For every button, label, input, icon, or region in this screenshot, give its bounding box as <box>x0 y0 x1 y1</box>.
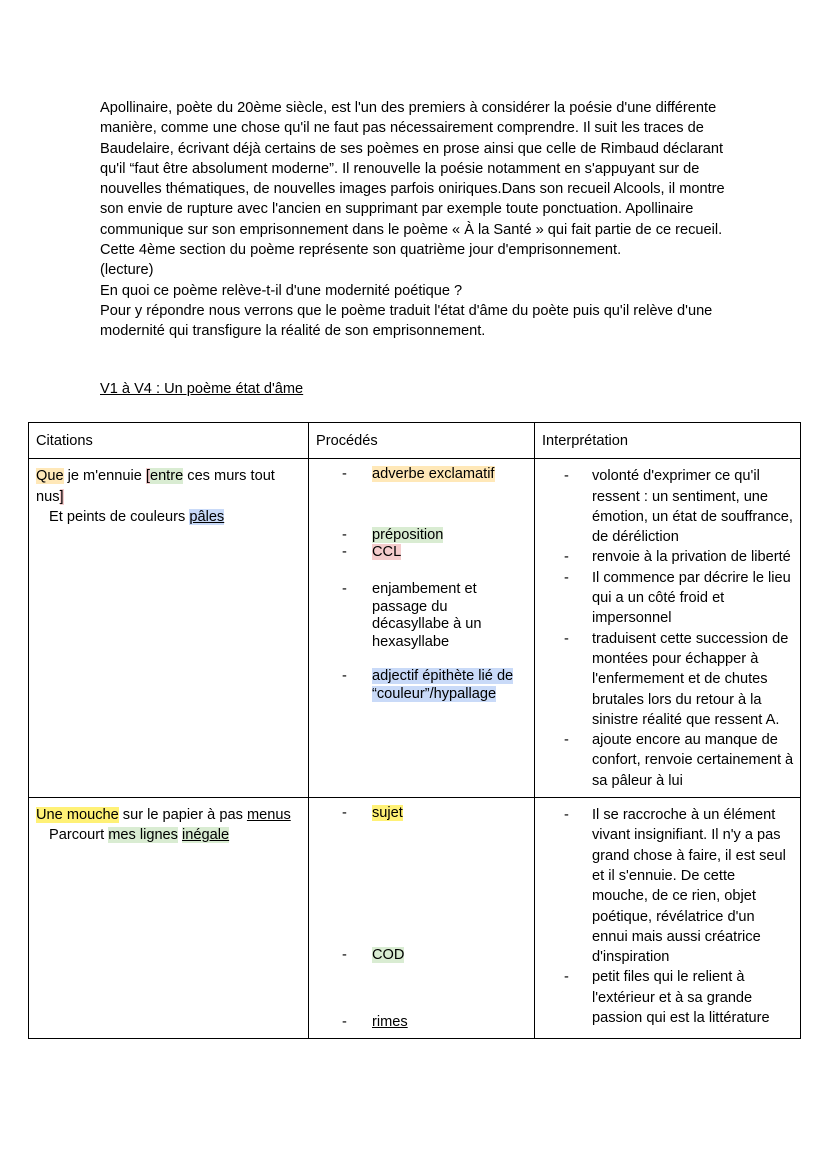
header-procedes: Procédés <box>309 423 535 459</box>
list-item: - volonté d'exprimer ce qu'il ressent : un sentiment, une émotion, un état de souffrance, de déréliction <box>542 466 794 547</box>
citation-line-1: Que je m'ennuie [entre ces murs tout nus] <box>36 468 275 505</box>
citation-line-2: Parcourt mes lignes inégale <box>49 827 230 844</box>
interpretation-cell <box>535 798 801 1039</box>
procedes-list <box>316 466 528 703</box>
list-item: - rimes <box>316 1014 528 1032</box>
procedes-cell <box>309 798 535 1039</box>
list-item: - adjectif épithète lié de “couleur”/hypallage <box>316 668 528 703</box>
citation-cell <box>29 798 309 1039</box>
citation-line-1: Une mouche sur le papier à pas menus <box>36 807 291 824</box>
table-row <box>29 459 801 798</box>
citation-que: Que <box>36 468 64 485</box>
intro-paragraph: Apollinaire, poète du 20ème siècle, est l'un des premiers à considérer la poésie d'une différente manière, comme une chose qu'il ne faut pas nécessairement comprendre. Il suit les traces de Baudelaire, écrivant déjà certains de ses poèmes en prose ainsi que celle de Rimbaud déclarant qu'il “faut être absolument moderne”. Il renouvelle la poésie notamment en s'appuyant sur de nouvelles thématiques, de nouvelles images parfois oniriques.Dans son recueil Alcools, il montre son envie de rupture avec l'ancien en supprimant par exemple toute ponctuation. Apollinaire communique sur son emprisonnement dans le poème « À la Santé » qui fait partie de ce recueil. Cette 4ème section du poème représente son quatrième jour d'emprisonnement. <box>100 100 725 259</box>
table-row <box>29 798 801 1039</box>
introduction <box>100 98 730 342</box>
interpretation-list <box>542 805 794 1028</box>
analysis-table <box>28 422 801 1039</box>
citation-une-mouche: Une mouche <box>36 807 119 824</box>
citation-inegale: inégale <box>182 827 230 844</box>
problematique: En quoi ce poème relève-t-il d'une modernité poétique ? <box>100 282 463 299</box>
list-item: - petit files qui le relient à l'extérieur et à sa grande passion qui est la littérature <box>542 967 794 1028</box>
citation-entre: entre <box>149 468 184 485</box>
list-item: - sujet <box>316 805 528 823</box>
interpretation-cell <box>535 459 801 798</box>
interpretation-list <box>542 466 794 791</box>
list-item: - COD <box>316 947 528 965</box>
list-item: - Il commence par décrire le lieu qui a un côté froid et impersonnel <box>542 568 794 629</box>
list-item: - Il se raccroche à un élément vivant insignifiant. Il n'y a pas grand chose à faire, il est seul et il s'ennuie. De cette mouche, de ce rien, objet poétique, révélatrice d'un ennui mais aussi créatrice d'inspiration <box>542 805 794 967</box>
procedes-list <box>316 805 528 1032</box>
list-item: - traduisent cette succession de montées pour échapper à l'enfermement et de chutes brutales lors du retour à la sinistre réalité que ressent A. <box>542 629 794 730</box>
list-item: - renvoie à la privation de liberté <box>542 547 794 567</box>
citation-mes-lignes: mes lignes <box>108 827 178 844</box>
list-item: - ajoute encore au manque de confort, renvoie certainement à sa pâleur à lui <box>542 730 794 791</box>
header-citations: Citations <box>29 423 309 459</box>
list-item: - CCL <box>316 544 528 562</box>
section-title: V1 à V4 : Un poème état d'âme <box>100 381 304 397</box>
list-item: - adverbe exclamatif <box>316 466 528 484</box>
procedes-cell <box>309 459 535 798</box>
annonce-plan: Pour y répondre nous verrons que le poème traduit l'état d'âme du poète puis qu'il relève d'une modernité qui transfigure la réalité de son emprisonnement. <box>100 302 713 340</box>
citation-menus: menus <box>246 807 291 824</box>
list-item: - préposition <box>316 527 528 545</box>
list-item: - enjambement et passage du décasyllabe à un hexasyllabe <box>316 581 528 651</box>
citation-line-2: Et peints de couleurs pâles <box>49 508 225 525</box>
intro-lecture: (lecture) <box>100 262 154 279</box>
header-interpretation: Interprétation <box>535 423 801 459</box>
citation-cell <box>29 459 309 798</box>
table-header-row <box>29 423 801 459</box>
citation-pales: pâles <box>189 508 225 525</box>
